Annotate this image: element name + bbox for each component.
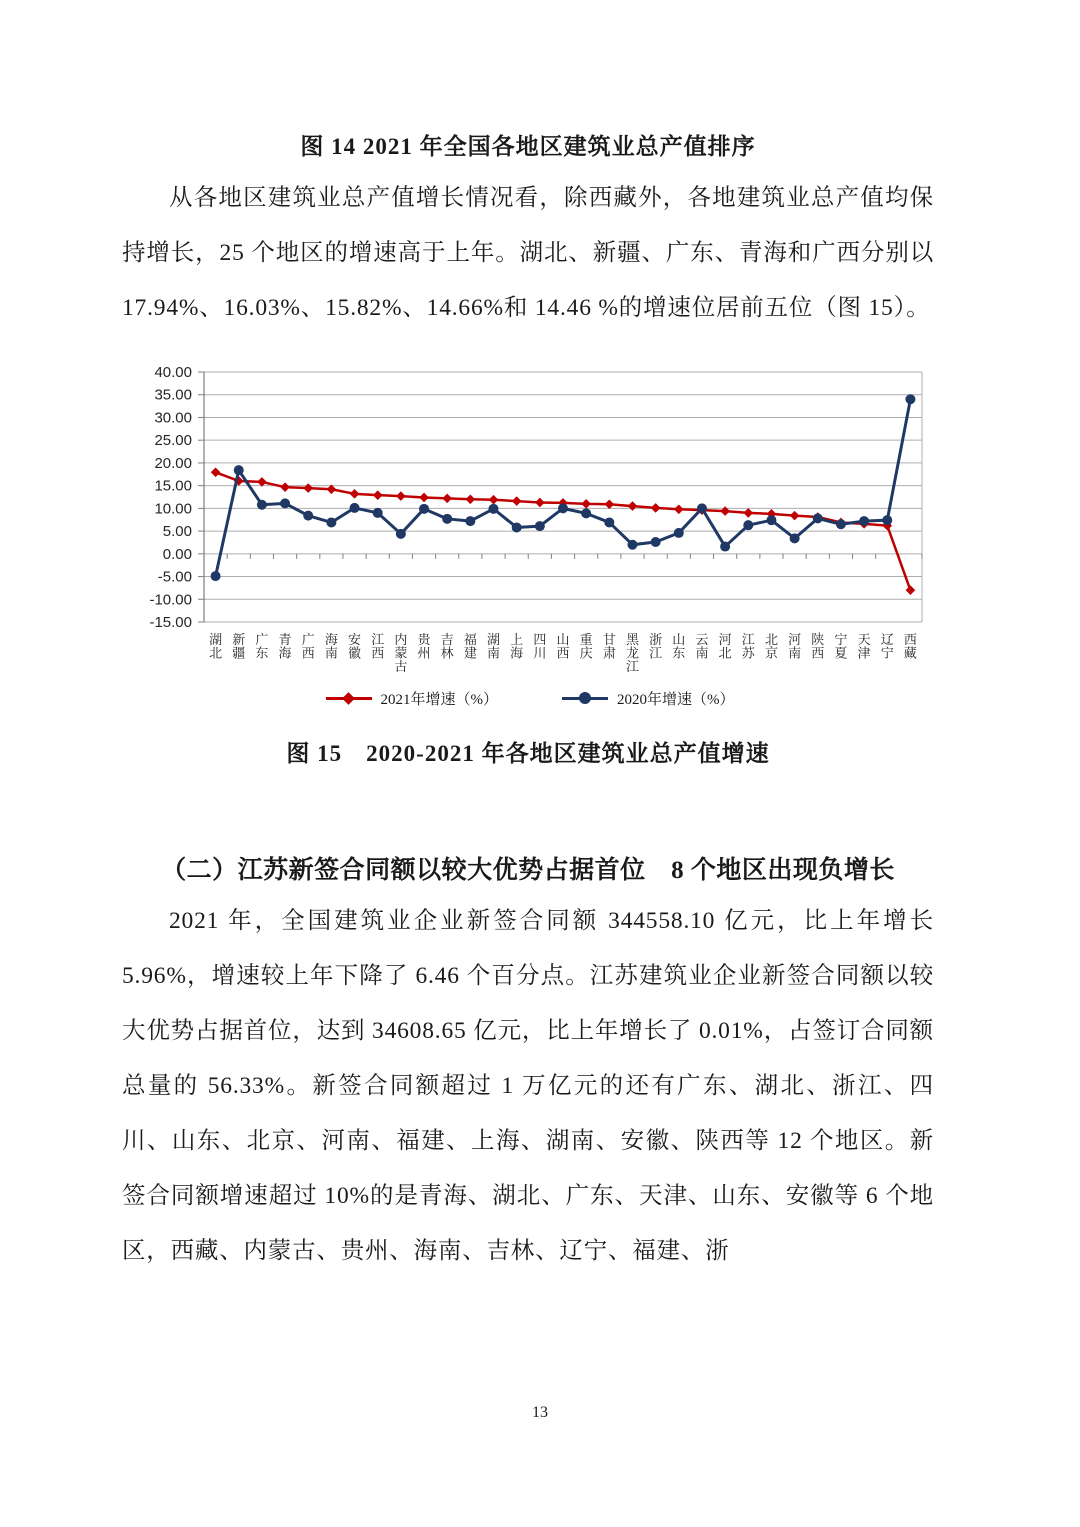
svg-text:40.00: 40.00 bbox=[154, 364, 192, 381]
svg-text:安徽: 安徽 bbox=[348, 632, 362, 661]
svg-text:广东: 广东 bbox=[255, 632, 269, 661]
svg-text:35.00: 35.00 bbox=[154, 386, 192, 404]
svg-text:江西: 江西 bbox=[371, 632, 385, 661]
figure14-title: 图 14 2021 年全国各地区建筑业总产值排序 bbox=[300, 134, 756, 159]
legend-item-2021 bbox=[326, 688, 499, 709]
svg-text:海南: 海南 bbox=[324, 632, 338, 661]
svg-text:30.00: 30.00 bbox=[154, 409, 192, 427]
svg-text:湖南: 湖南 bbox=[487, 632, 501, 661]
svg-text:甘肃: 甘肃 bbox=[602, 632, 616, 661]
svg-text:云南: 云南 bbox=[695, 632, 709, 661]
svg-text:重庆: 重庆 bbox=[579, 632, 593, 661]
svg-text:10.00: 10.00 bbox=[154, 500, 192, 518]
svg-text:吉林: 吉林 bbox=[440, 632, 454, 661]
legend-2020-label: 2020年增速（%） bbox=[617, 692, 735, 708]
section-heading: （二）江苏新签合同额以较大优势占据首位 8 个地区出现负增长 bbox=[161, 857, 895, 884]
svg-text:浙江: 浙江 bbox=[649, 632, 663, 661]
figure15-caption: 图 15 2020-2021 年各地区建筑业总产值增速 bbox=[286, 741, 770, 766]
svg-text:20.00: 20.00 bbox=[154, 454, 192, 472]
legend-item-2020 bbox=[562, 688, 735, 709]
svg-text:北京: 北京 bbox=[764, 632, 778, 661]
chart-legend bbox=[126, 688, 934, 709]
svg-text:湖北: 湖北 bbox=[209, 632, 223, 661]
svg-text:天津: 天津 bbox=[857, 632, 871, 661]
legend-2021-line-icon bbox=[326, 697, 372, 700]
svg-text:宁夏: 宁夏 bbox=[834, 632, 848, 661]
circle-marker-icon bbox=[579, 692, 591, 704]
svg-text:内蒙古: 内蒙古 bbox=[394, 632, 408, 674]
svg-text:广西: 广西 bbox=[301, 632, 315, 661]
legend-2021-label: 2021年增速（%） bbox=[380, 692, 498, 708]
svg-text:河南: 河南 bbox=[788, 632, 802, 661]
svg-text:四川: 四川 bbox=[533, 632, 547, 661]
svg-text:-10.00: -10.00 bbox=[149, 591, 192, 609]
svg-text:辽宁: 辽宁 bbox=[880, 632, 894, 661]
svg-text:上海: 上海 bbox=[510, 632, 524, 661]
svg-text:河北: 河北 bbox=[718, 632, 732, 661]
svg-text:0.00: 0.00 bbox=[162, 545, 192, 563]
diamond-marker-icon bbox=[342, 692, 355, 705]
svg-text:-15.00: -15.00 bbox=[149, 614, 192, 631]
paragraph-growth-overview: 从各地区建筑业总产值增长情况看，除西藏外，各地建筑业总产值均保持增长，25 个地区的增速高于上年。湖北、新疆、广东、青海和广西分别以 17.94%、16.03%、15.82%、14.66%和 14.46 %的增速位居前五位（图 15）。 bbox=[122, 185, 934, 321]
svg-text:山西: 山西 bbox=[556, 632, 570, 661]
figure15-chart-svg bbox=[126, 362, 936, 686]
paragraph-contract-values: 2021 年，全国建筑业企业新签合同额 344558.10 亿元，比上年增长 5.96%，增速较上年下降了 6.46 个百分点。江苏建筑业企业新签合同额以较大优势占据首位，达到 34608.65 亿元，比上年增长了 0.01%，占签订合同额总量的 56.33%。新签合同额超过 1 万亿元的还有广东、湖北、浙江、四川、山东、北京、河南、福建、上海、湖南、安徽、陕西等 12 个地区。新签合同额增速超过 10%的是青海、湖北、广东、天津、山东、安徽等 6 个地区，西藏、内蒙古、贵州、海南、吉林、辽宁、福建、浙 bbox=[122, 908, 934, 1264]
svg-text:黑龙江: 黑龙江 bbox=[625, 632, 639, 674]
page-number: 13 bbox=[532, 1404, 548, 1421]
svg-text:15.00: 15.00 bbox=[154, 477, 192, 495]
svg-text:新疆: 新疆 bbox=[232, 632, 246, 661]
svg-text:25.00: 25.00 bbox=[154, 432, 192, 450]
svg-text:贵州: 贵州 bbox=[417, 632, 431, 661]
svg-text:西藏: 西藏 bbox=[903, 632, 917, 661]
svg-text:江苏: 江苏 bbox=[741, 632, 755, 661]
svg-text:5.00: 5.00 bbox=[162, 523, 192, 541]
svg-text:福建: 福建 bbox=[463, 632, 477, 661]
svg-text:青海: 青海 bbox=[278, 632, 292, 661]
svg-text:陕西: 陕西 bbox=[811, 632, 825, 661]
figure15-chart bbox=[126, 362, 934, 709]
legend-2020-line-icon bbox=[562, 697, 608, 700]
svg-text:-5.00: -5.00 bbox=[157, 568, 192, 586]
svg-text:山东: 山东 bbox=[672, 632, 686, 661]
